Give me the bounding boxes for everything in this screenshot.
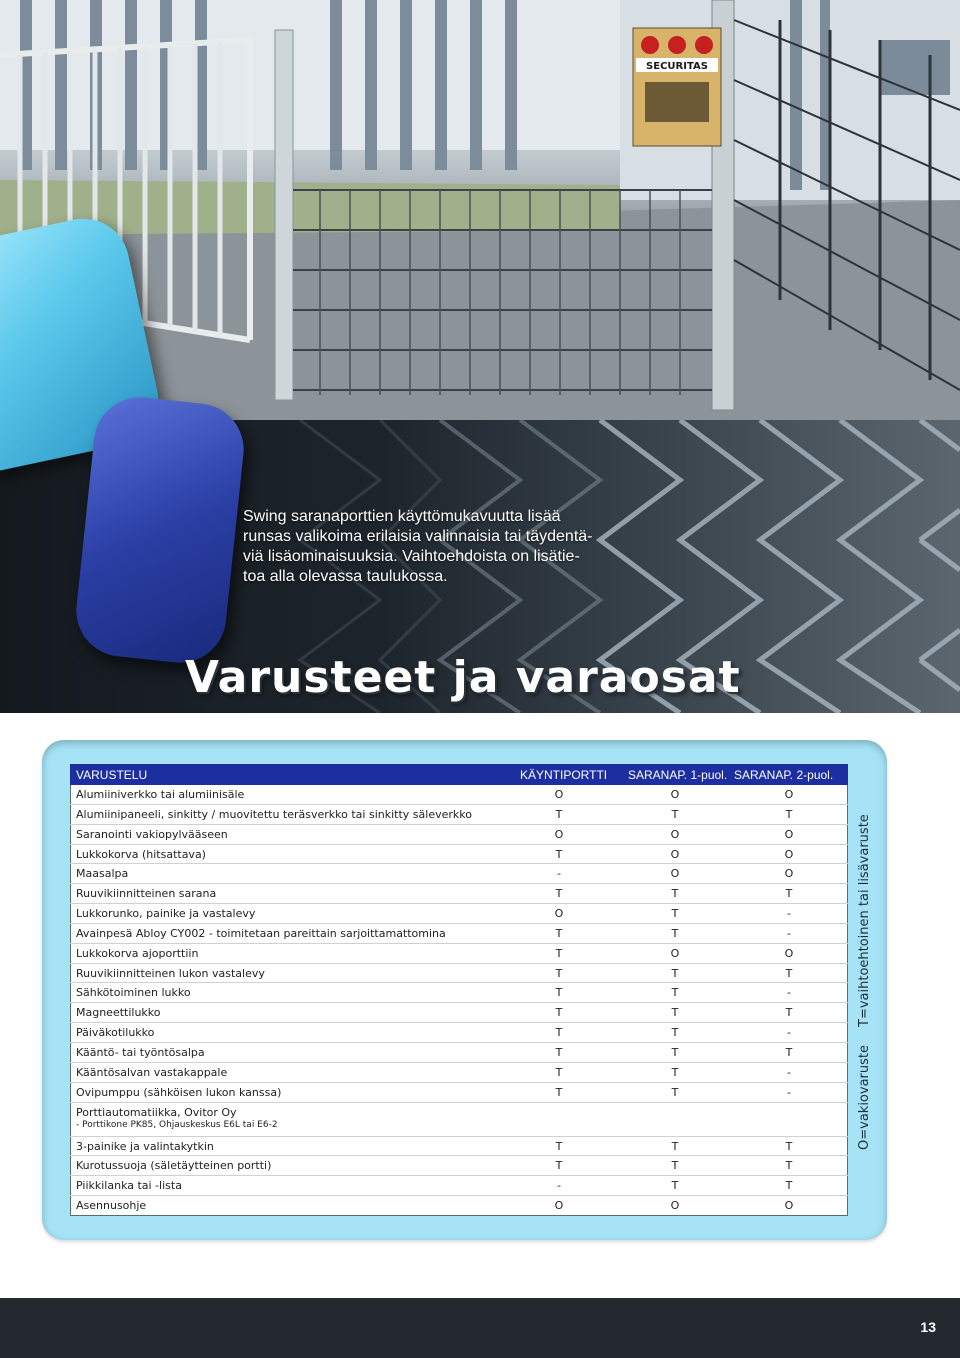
- row-label: Piikkilanka tai -lista: [76, 1179, 182, 1193]
- table-row: [70, 785, 848, 805]
- row-value: T: [671, 926, 679, 940]
- row-value: T: [555, 847, 563, 861]
- row-label: 3-painike ja valintakytkin: [76, 1139, 214, 1153]
- row-value: T: [671, 986, 679, 1000]
- row-label: Sähkötoiminen lukko: [76, 986, 191, 1000]
- row-value: O: [670, 1199, 680, 1213]
- row-value: T: [555, 807, 563, 821]
- table-row: [70, 964, 848, 984]
- table-row: [70, 805, 848, 825]
- row-value: T: [671, 966, 679, 980]
- row-value: O: [784, 946, 794, 960]
- row-value: T: [785, 1139, 793, 1153]
- sign-text: SECURITAS: [646, 61, 708, 72]
- row-value: T: [555, 1085, 563, 1099]
- intro-line: viä lisäominaisuuksia. Vaihtoehdoista on lisätie-: [243, 548, 580, 565]
- row-value: T: [555, 1139, 563, 1153]
- row-value: -: [787, 1026, 791, 1040]
- intro-line: Swing saranaporttien käyttömukavuutta lisää: [243, 508, 561, 525]
- row-value: O: [784, 847, 794, 861]
- footer-bar: [0, 1298, 960, 1358]
- row-value: O: [784, 867, 794, 881]
- row-value: T: [555, 1045, 563, 1059]
- row-value: O: [554, 827, 564, 841]
- row-label: Avainpesä Abloy CY002 - toimitetaan pareittain sarjoittamattomina: [76, 926, 446, 940]
- row-value: O: [554, 907, 564, 921]
- table-row: [70, 1176, 848, 1196]
- row-value: T: [555, 1159, 563, 1173]
- row-value: T: [671, 887, 679, 901]
- row-value: T: [671, 1006, 679, 1020]
- row-value: -: [787, 907, 791, 921]
- row-value: O: [554, 1199, 564, 1213]
- intro-text: [243, 507, 623, 587]
- table-row: [70, 884, 848, 904]
- row-value: T: [555, 926, 563, 940]
- row-label: Ruuvikiinnitteinen sarana: [76, 887, 217, 901]
- row-label: Kurotussuoja (säletäytteinen portti): [76, 1159, 272, 1173]
- table-row: [70, 904, 848, 924]
- header-kayntiportti: KÄYNTIPORTTI: [520, 768, 608, 782]
- table-row: [70, 1156, 848, 1176]
- row-value: O: [670, 847, 680, 861]
- row-value: T: [785, 1045, 793, 1059]
- row-value: O: [670, 946, 680, 960]
- row-label: Päiväkotilukko: [76, 1026, 155, 1040]
- table-row: [70, 825, 848, 845]
- row-value: O: [670, 867, 680, 881]
- row-value: O: [554, 788, 564, 801]
- table-row: [70, 1196, 848, 1216]
- table-row: [70, 845, 848, 865]
- row-label: Lukkokorva (hitsattava): [76, 847, 206, 861]
- row-value: T: [785, 1159, 793, 1173]
- row-value: T: [555, 887, 563, 901]
- row-value: T: [555, 1006, 563, 1020]
- table-row: [70, 924, 848, 944]
- row-value: -: [787, 926, 791, 940]
- row-label: Alumiinipaneeli, sinkitty / muovitettu teräsverkko tai sinkitty säleverkko: [76, 807, 472, 821]
- legend-optional: T=vaihtoehtoinen tai lisävaruste: [856, 814, 872, 1027]
- row-value: O: [784, 827, 794, 841]
- row-value: T: [671, 907, 679, 921]
- row-label: Saranointi vakiopylvääseen: [76, 827, 228, 841]
- row-value: T: [671, 1139, 679, 1153]
- row-value: T: [785, 1006, 793, 1020]
- row-label: Kääntö- tai työntösalpa: [76, 1045, 205, 1059]
- row-value: -: [787, 1065, 791, 1079]
- row-value: T: [785, 966, 793, 980]
- row-value: T: [785, 807, 793, 821]
- table-row: [70, 1023, 848, 1043]
- header-saranap-2: SARANAP. 2-puol.: [734, 768, 834, 782]
- row-label: Lukkorunko, painike ja vastalevy: [76, 907, 256, 921]
- table-row: [70, 1083, 848, 1103]
- row-value: T: [671, 1026, 679, 1040]
- row-value: O: [670, 827, 680, 841]
- table-row: [70, 1103, 848, 1137]
- table-header: [70, 764, 848, 785]
- row-value: T: [555, 1065, 563, 1079]
- row-value: T: [671, 807, 679, 821]
- row-value: T: [671, 1085, 679, 1099]
- legend-standard: O=vakiovaruste: [856, 1045, 872, 1150]
- row-label: Asennusohje: [76, 1199, 147, 1213]
- row-value: T: [671, 1065, 679, 1079]
- row-label: Alumiiniverkko tai alumiinisäle: [76, 788, 245, 801]
- page-number: 13: [920, 1319, 936, 1335]
- table-row: [70, 983, 848, 1003]
- row-label: Porttiautomatiikka, Ovitor Oy: [76, 1105, 237, 1119]
- row-value: T: [671, 1045, 679, 1059]
- row-value: T: [555, 946, 563, 960]
- intro-line: runsas valikoima erilaisia valinnaisia tai täydentä-: [243, 528, 593, 545]
- row-value: -: [787, 986, 791, 1000]
- row-value: T: [555, 986, 563, 1000]
- table-row: [70, 864, 848, 884]
- decorative-tile-blue: [72, 393, 248, 667]
- row-value: -: [557, 867, 561, 881]
- header-varustelu: VARUSTELU: [76, 768, 148, 782]
- row-value: T: [785, 1179, 793, 1193]
- row-value: O: [670, 788, 680, 801]
- table-row: [70, 1043, 848, 1063]
- table-row: [70, 944, 848, 964]
- row-value: T: [555, 1026, 563, 1040]
- row-value: O: [784, 788, 794, 801]
- row-sublabel: - Porttikone PK85, Ohjauskeskus E6L tai E6-2: [76, 1119, 278, 1130]
- row-value: -: [557, 1179, 561, 1193]
- table-row: [70, 1063, 848, 1083]
- row-label: Ovipumppu (sähköisen lukon kanssa): [76, 1085, 282, 1099]
- intro-line: toa alla olevassa taulukossa.: [243, 568, 448, 585]
- header-saranap-1: SARANAP. 1-puol.: [628, 768, 728, 782]
- row-value: T: [671, 1179, 679, 1193]
- page-title: Varusteet ja varaosat: [185, 652, 741, 703]
- row-label: Ruuvikiinnitteinen lukon vastalevy: [76, 966, 265, 980]
- row-label: Magneettilukko: [76, 1006, 161, 1020]
- row-label: Maasalpa: [76, 867, 129, 881]
- row-label: Kääntösalvan vastakappale: [76, 1065, 228, 1079]
- table-row: [70, 1003, 848, 1023]
- row-label: Lukkokorva ajoporttiin: [76, 946, 199, 960]
- table-row: [70, 1137, 848, 1157]
- table-body: [70, 785, 848, 1216]
- row-value: T: [555, 966, 563, 980]
- row-value: T: [671, 1159, 679, 1173]
- row-value: T: [785, 887, 793, 901]
- table-legend: [852, 814, 876, 1150]
- row-value: O: [784, 1199, 794, 1213]
- row-value: -: [787, 1085, 791, 1099]
